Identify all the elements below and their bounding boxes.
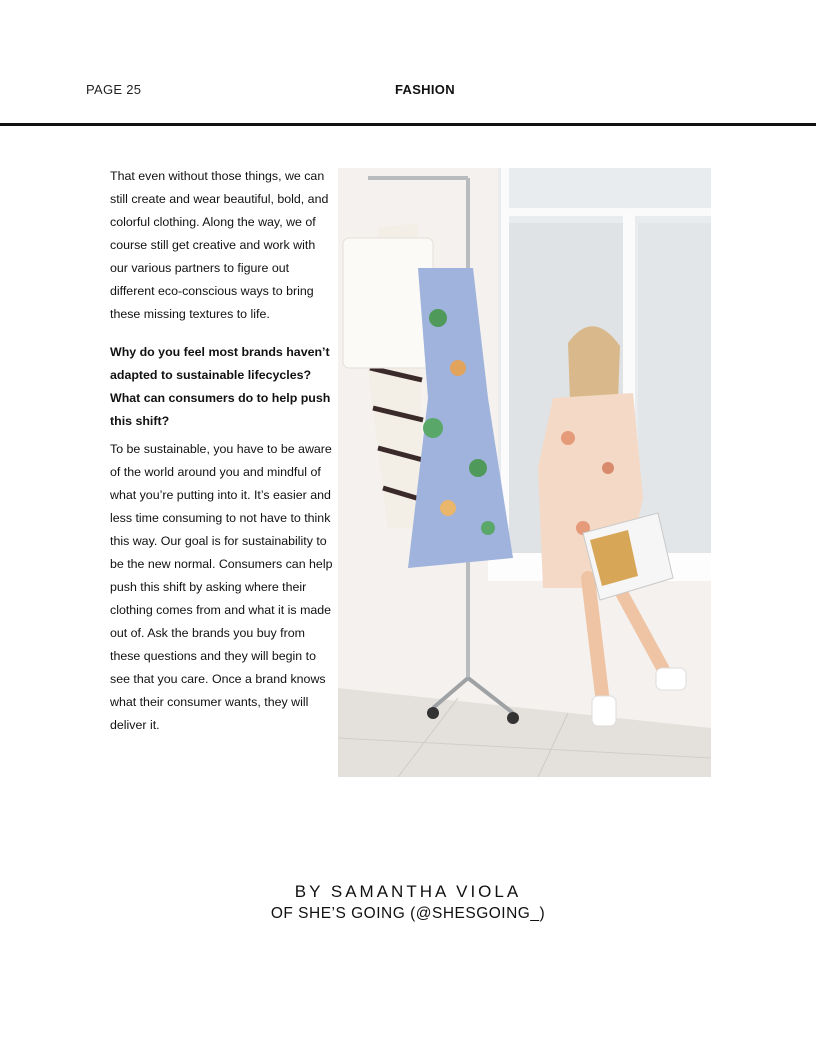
header-divider (0, 123, 816, 126)
article-photo (338, 168, 711, 777)
article-paragraph: That even without those things, we can still create and wear beautiful, bold, and colorful clothing. Along the way, we of course still get creative and work with our various partners to figure out different eco-conscious ways to bring these missing textures to life. (110, 169, 329, 321)
article-column (110, 165, 334, 737)
section-title: FASHION (395, 82, 455, 97)
interview-question: Why do you feel most brands haven’t adapted to sustainable lifecycles? What can consumers do to help push this shift? (110, 345, 331, 428)
author-byline: BY SAMANTHA VIOLA (294, 882, 522, 901)
article-paragraph: To be sustainable, you have to be aware of the world around you and mindful of what you’re putting into it. It’s easier and less time consuming to not have to think this way. Our goal is for sustainability to be the new normal. Consumers can help push this shift by asking where their clothing comes from and what it is made out of. Ask the brands you buy from these questions and they will begin to see that you care. Once a brand knows what their consumer wants, they will deliver it. (110, 442, 333, 732)
page-number: PAGE 25 (86, 82, 142, 97)
author-affiliation: OF SHE’S GOING (@SHESGOING_) (270, 905, 546, 922)
